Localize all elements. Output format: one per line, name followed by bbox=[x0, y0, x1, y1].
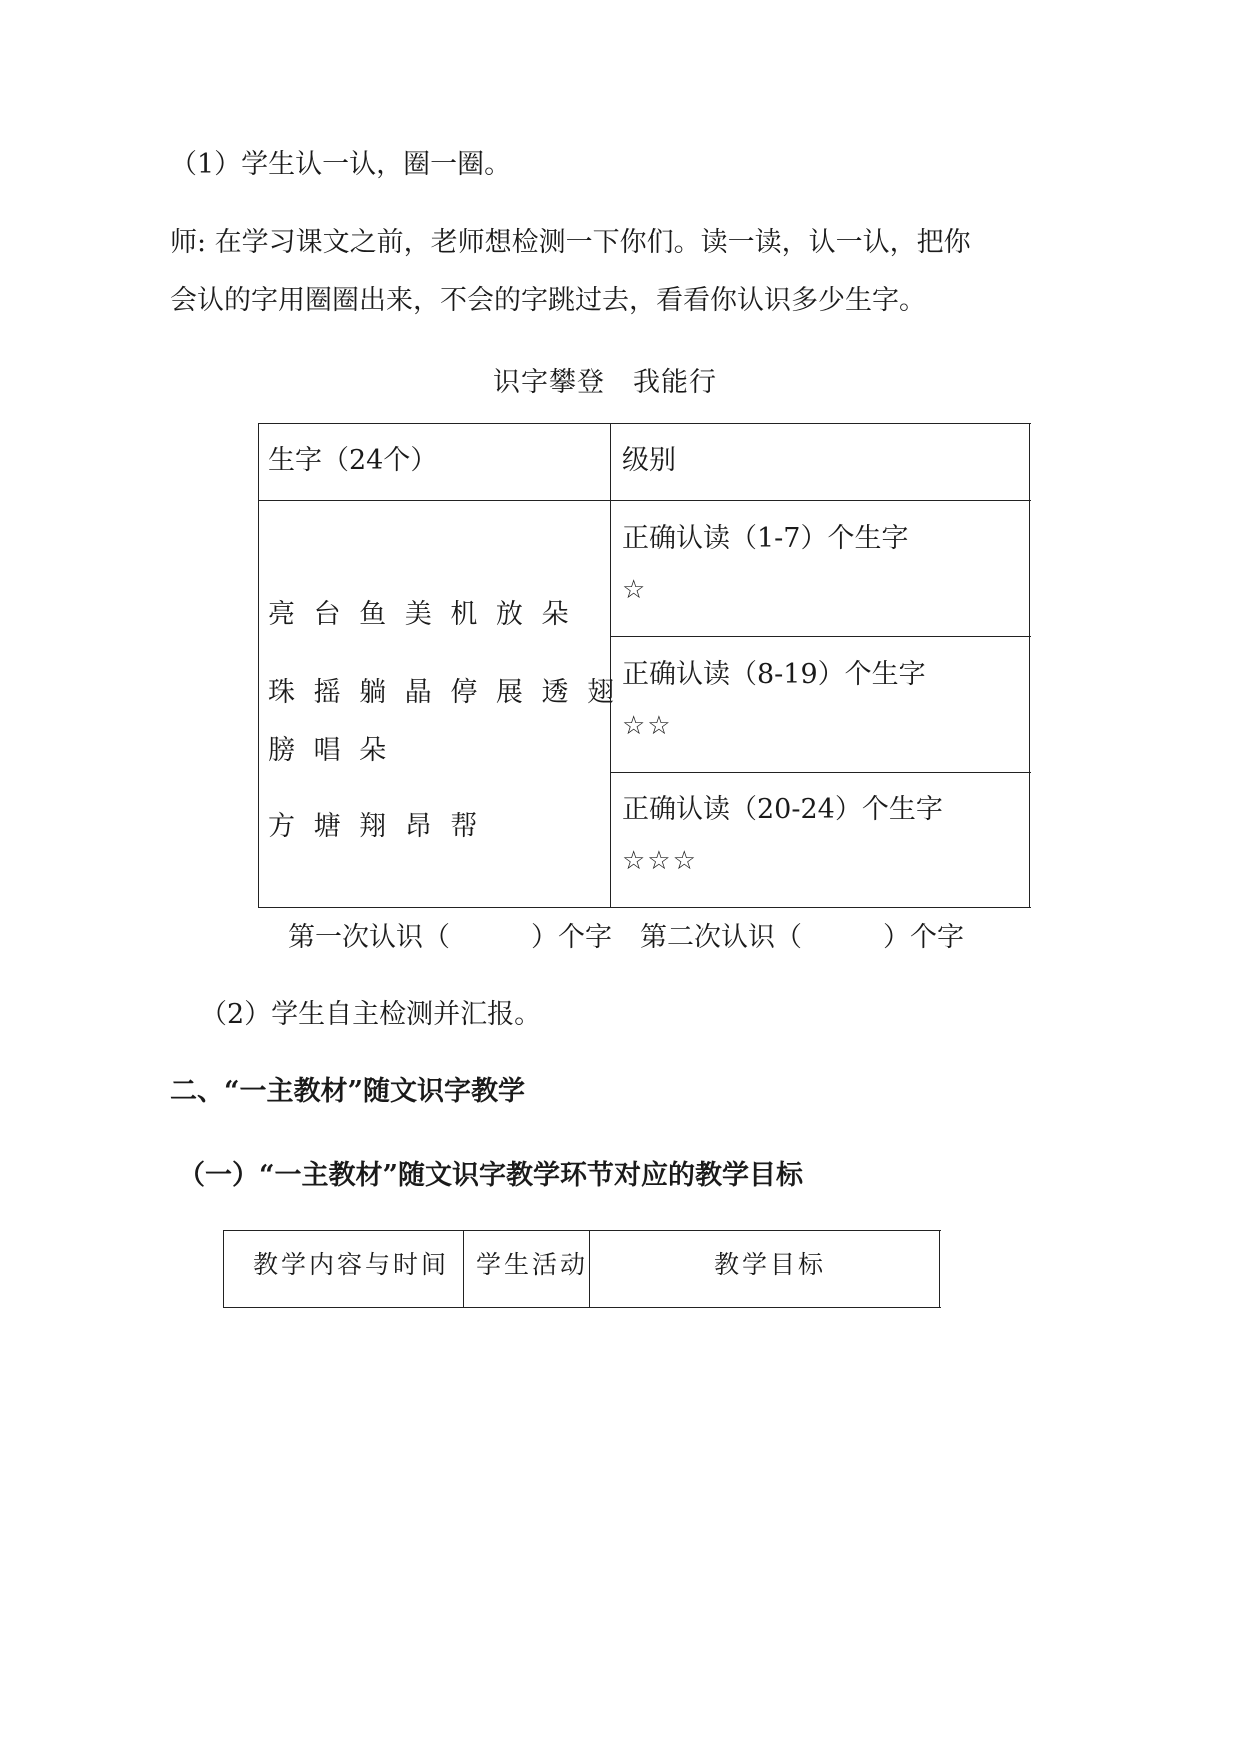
table-header-divider bbox=[258, 500, 1031, 501]
goals-header-teaching-goal: 教学目标 bbox=[714, 1250, 827, 1279]
goals-table-border-top bbox=[223, 1230, 941, 1231]
goals-table-border-bottom bbox=[223, 1307, 941, 1308]
level-2-stars: ☆☆ bbox=[622, 711, 673, 741]
level-2-label: 正确认读（8-19）个生字 bbox=[622, 659, 926, 690]
teacher-instruction-line-2: 会认的字用圈圈出来，不会的字跳过去，看看你认识多少生字。 bbox=[170, 285, 926, 316]
first-recognition-count: 第一次认识（ ）个字 bbox=[288, 922, 612, 953]
teacher-instruction-line-1: 师: 在学习课文之前，老师想检测一下你们。读一读，认一认，把你 bbox=[170, 227, 971, 258]
table-border-bottom bbox=[258, 907, 1031, 908]
goals-table-divider-1 bbox=[463, 1230, 464, 1308]
level-divider-1 bbox=[610, 636, 1031, 637]
table-border-top bbox=[258, 423, 1031, 424]
second-recognition-count: 第二次认识（ ）个字 bbox=[640, 922, 964, 953]
goals-header-student-activity: 学生活动 bbox=[476, 1250, 589, 1279]
section-heading-2: 二、“一主教材”随文识字教学 bbox=[170, 1076, 526, 1107]
level-3-label: 正确认读（20-24）个生字 bbox=[622, 794, 943, 825]
header-characters: 生字（24个） bbox=[268, 445, 438, 476]
header-level: 级别 bbox=[622, 445, 676, 476]
goals-header-content-time: 教学内容与时间 bbox=[253, 1250, 450, 1279]
step-1-text: （1）学生认一认，圈一圈。 bbox=[170, 149, 512, 180]
goals-table-border-left bbox=[223, 1230, 224, 1308]
step-2-text: （2）学生自主检测并汇报。 bbox=[200, 999, 542, 1030]
subsection-heading-1: （一）“一主教材”随文识字教学环节对应的教学目标 bbox=[178, 1160, 804, 1191]
level-1-stars: ☆ bbox=[622, 575, 648, 605]
table-border-left bbox=[258, 423, 259, 908]
char-line-4: 方 塘 翔 昂 帮 bbox=[268, 811, 480, 842]
goals-table-border-right bbox=[939, 1230, 940, 1308]
table-column-divider bbox=[610, 423, 611, 908]
char-line-1: 亮 台 鱼 美 机 放 朵 bbox=[268, 599, 571, 630]
char-line-3: 膀 唱 朵 bbox=[268, 735, 389, 766]
goals-table-divider-2 bbox=[589, 1230, 590, 1308]
char-line-2: 珠 摇 躺 晶 停 展 透 翅 bbox=[268, 677, 617, 708]
level-1-label: 正确认读（1-7）个生字 bbox=[622, 523, 909, 554]
literacy-table-caption: 识字攀登 我能行 bbox=[493, 367, 717, 398]
level-divider-2 bbox=[610, 772, 1031, 773]
level-3-stars: ☆☆☆ bbox=[622, 846, 698, 876]
table-border-right bbox=[1029, 423, 1030, 908]
